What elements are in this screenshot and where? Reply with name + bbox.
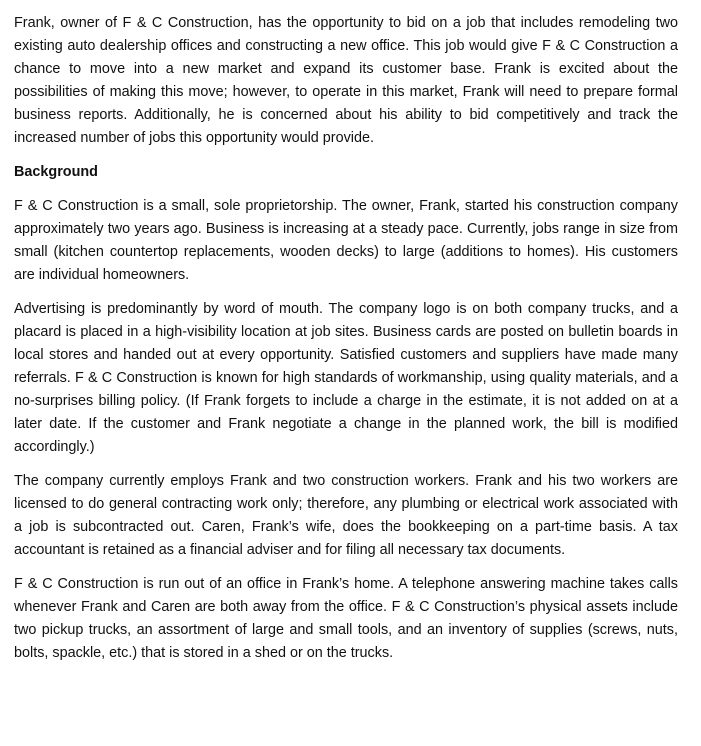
background-paragraph-1: F & C Construction is a small, sole proprietorship. The owner, Frank, started his construction company approximately two years ago. Business is increasing at a steady pace. Currently, jobs range in size from small (kitchen countertop replacements, wooden decks) to large (additions to homes). His customers are individual homeowners. [14, 198, 678, 283]
background-paragraph-4: F & C Construction is run out of an office in Frank’s home. A telephone answering machine takes calls whenever Frank and Caren are both away from the office. F & C Construction’s physical assets include two pickup trucks, an assortment of large and small tools, and an inventory of supplies (screws, nuts, bolts, spackle, etc.) that is stored in a shed or on the trucks. [14, 576, 678, 661]
section-heading: Background [14, 164, 98, 180]
background-paragraph-3: The company currently employs Frank and two construction workers. Frank and his two workers are licensed to do general contracting work only; therefore, any plumbing or electrical work associated with a job is subcontracted out. Caren, Frank’s wife, does the bookkeeping on a part-time basis. A tax accountant is retained as a financial adviser and for filing all necessary tax documents. [14, 473, 678, 558]
background-paragraph-2: Advertising is predominantly by word of mouth. The company logo is on both company trucks, and a placard is placed in a high-visibility location at job sites. Business cards are posted on bulletin boards in local stores and handed out at every opportunity. Satisfied customers and suppliers have made many referrals. F & C Construction is known for high standards of workmanship, using quality materials, and a no-surprises billing policy. (If Frank forgets to include a charge in the estimate, it is not added on at a later date. If the customer and Frank negotiate a change in the planned work, the bill is modified accordingly.) [14, 301, 678, 455]
document-body [14, 12, 678, 676]
intro-paragraph: Frank, owner of F & C Construction, has the opportunity to bid on a job that includes remodeling two existing auto dealership offices and constructing a new office. This job would give F & C Construction a chance to move into a new market and expand its customer base. Frank is excited about the possibilities of making this move; however, to operate in this market, Frank will need to prepare formal business reports. Additionally, he is concerned about his ability to bid competitively and track the increased number of jobs this opportunity would provide. [14, 15, 678, 146]
